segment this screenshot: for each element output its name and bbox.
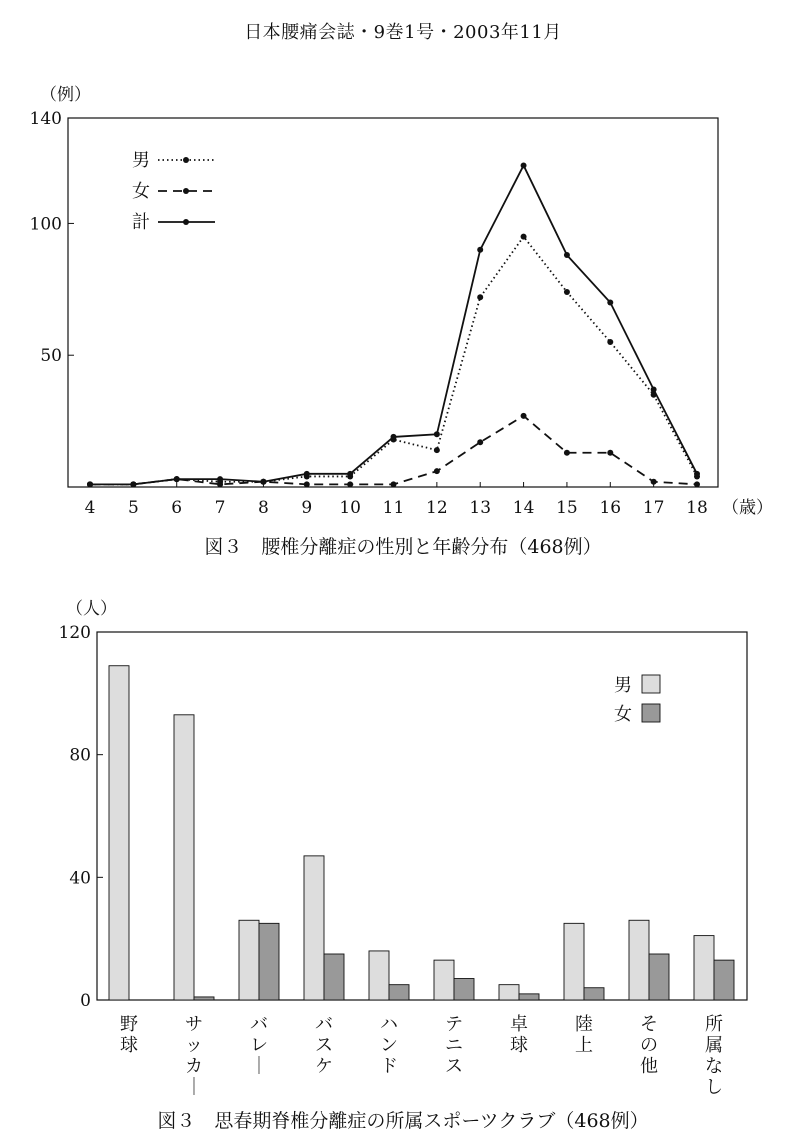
legend-label-男: 男 bbox=[132, 150, 150, 171]
data-point-計 bbox=[564, 252, 570, 258]
data-point-女 bbox=[217, 481, 223, 487]
bar-男 bbox=[174, 715, 194, 1000]
y-tick-label: 120 bbox=[58, 623, 91, 643]
figure1-caption: 図３ 腰椎分離症の性別と年齢分布（468例） bbox=[204, 536, 602, 558]
legend-marker-男 bbox=[183, 157, 189, 163]
data-point-女 bbox=[607, 450, 613, 456]
data-point-男 bbox=[607, 339, 613, 345]
category-label: ハンド bbox=[380, 1014, 398, 1077]
bar-男 bbox=[109, 666, 129, 1000]
y-tick-label: 140 bbox=[29, 109, 62, 129]
data-point-計 bbox=[521, 162, 527, 168]
bar-男 bbox=[434, 960, 454, 1000]
x-tick-label: 9 bbox=[301, 498, 313, 518]
y-axis-unit: （例） bbox=[40, 85, 91, 105]
bar-男 bbox=[369, 951, 389, 1000]
data-point-計 bbox=[260, 479, 266, 485]
bar-女 bbox=[454, 979, 474, 1000]
data-point-女 bbox=[391, 481, 397, 487]
x-tick-label: 8 bbox=[258, 498, 269, 518]
data-point-計 bbox=[434, 431, 440, 437]
x-tick-label: 18 bbox=[686, 498, 708, 518]
data-point-女 bbox=[521, 413, 527, 419]
data-point-女 bbox=[434, 468, 440, 474]
x-tick-label: 13 bbox=[469, 498, 492, 518]
bar-女 bbox=[649, 954, 669, 1000]
bar-男 bbox=[694, 936, 714, 1000]
category-label: バレ｜ bbox=[250, 1014, 268, 1077]
data-point-男 bbox=[564, 289, 570, 295]
y-tick-label: 100 bbox=[29, 214, 62, 235]
data-point-計 bbox=[391, 434, 397, 440]
data-point-計 bbox=[304, 471, 310, 477]
data-point-男 bbox=[434, 447, 440, 453]
data-point-計 bbox=[130, 481, 136, 487]
y-tick-label: 0 bbox=[80, 991, 91, 1011]
legend-label-男: 男 bbox=[614, 675, 632, 696]
x-axis-unit: （歳） bbox=[722, 498, 773, 518]
category-label: 陸上 bbox=[575, 1014, 593, 1056]
x-tick-label: 4 bbox=[84, 498, 96, 518]
legend-label-女: 女 bbox=[614, 704, 632, 725]
x-tick-label: 15 bbox=[556, 498, 578, 518]
category-label: 所属なし bbox=[705, 1014, 723, 1098]
data-point-男 bbox=[521, 234, 527, 240]
data-point-計 bbox=[477, 247, 483, 253]
data-point-計 bbox=[607, 300, 613, 306]
legend-label-女: 女 bbox=[132, 181, 150, 202]
data-point-計 bbox=[694, 471, 700, 477]
data-point-女 bbox=[564, 450, 570, 456]
category-label: テニス bbox=[445, 1014, 463, 1077]
x-tick-label: 14 bbox=[512, 498, 535, 518]
x-tick-label: 6 bbox=[171, 498, 183, 518]
data-point-女 bbox=[477, 439, 483, 445]
category-label: その他 bbox=[640, 1014, 658, 1077]
data-point-計 bbox=[347, 471, 353, 477]
y-axis-unit: （人） bbox=[66, 599, 117, 619]
bar-男 bbox=[629, 920, 649, 1000]
data-point-計 bbox=[651, 386, 657, 392]
category-label: バスケ bbox=[315, 1014, 333, 1077]
bar-女 bbox=[519, 994, 539, 1000]
category-label: サッカ｜ bbox=[185, 1014, 203, 1098]
x-tick-label: 16 bbox=[599, 498, 622, 518]
x-tick-label: 10 bbox=[339, 498, 361, 518]
legend-marker-女 bbox=[183, 188, 189, 194]
journal-header: 日本腰痛会誌・9巻1号・2003年11月 bbox=[244, 22, 562, 43]
legend-swatch-女 bbox=[642, 704, 660, 722]
series-line-男 bbox=[90, 237, 697, 485]
data-point-計 bbox=[217, 476, 223, 482]
y-tick-label: 40 bbox=[69, 868, 91, 889]
legend-marker-計 bbox=[183, 219, 189, 225]
legend-label-計: 計 bbox=[132, 212, 150, 233]
x-tick-label: 7 bbox=[214, 498, 226, 518]
bar-男 bbox=[304, 856, 324, 1000]
data-point-男 bbox=[477, 294, 483, 300]
bar-男 bbox=[239, 920, 259, 1000]
category-label: 卓球 bbox=[510, 1014, 528, 1056]
bar-男 bbox=[499, 985, 519, 1000]
data-point-女 bbox=[347, 481, 353, 487]
x-tick-label: 5 bbox=[127, 498, 139, 518]
y-tick-label: 50 bbox=[40, 346, 62, 367]
data-point-女 bbox=[651, 479, 657, 485]
figure2-caption: 図３ 思春期脊椎分離症の所属スポーツクラブ（468例） bbox=[157, 1110, 649, 1132]
bar-女 bbox=[389, 985, 409, 1000]
x-tick-label: 11 bbox=[382, 498, 405, 518]
age-distribution-line-chart bbox=[0, 70, 806, 520]
bar-女 bbox=[324, 954, 344, 1000]
bar-女 bbox=[259, 923, 279, 1000]
legend-swatch-男 bbox=[642, 675, 660, 693]
bar-男 bbox=[564, 923, 584, 1000]
y-tick-label: 80 bbox=[69, 745, 91, 766]
data-point-計 bbox=[87, 481, 93, 487]
data-point-計 bbox=[174, 476, 180, 482]
x-tick-label: 12 bbox=[426, 498, 448, 518]
bar-女 bbox=[714, 960, 734, 1000]
x-tick-label: 17 bbox=[642, 498, 665, 518]
sports-club-bar-chart bbox=[0, 590, 806, 1100]
data-point-女 bbox=[694, 481, 700, 487]
bar-女 bbox=[584, 988, 604, 1000]
bar-女 bbox=[194, 997, 214, 1000]
data-point-女 bbox=[304, 481, 310, 487]
category-label: 野球 bbox=[120, 1014, 138, 1056]
plot-frame bbox=[68, 118, 718, 487]
series-line-女 bbox=[90, 416, 697, 485]
